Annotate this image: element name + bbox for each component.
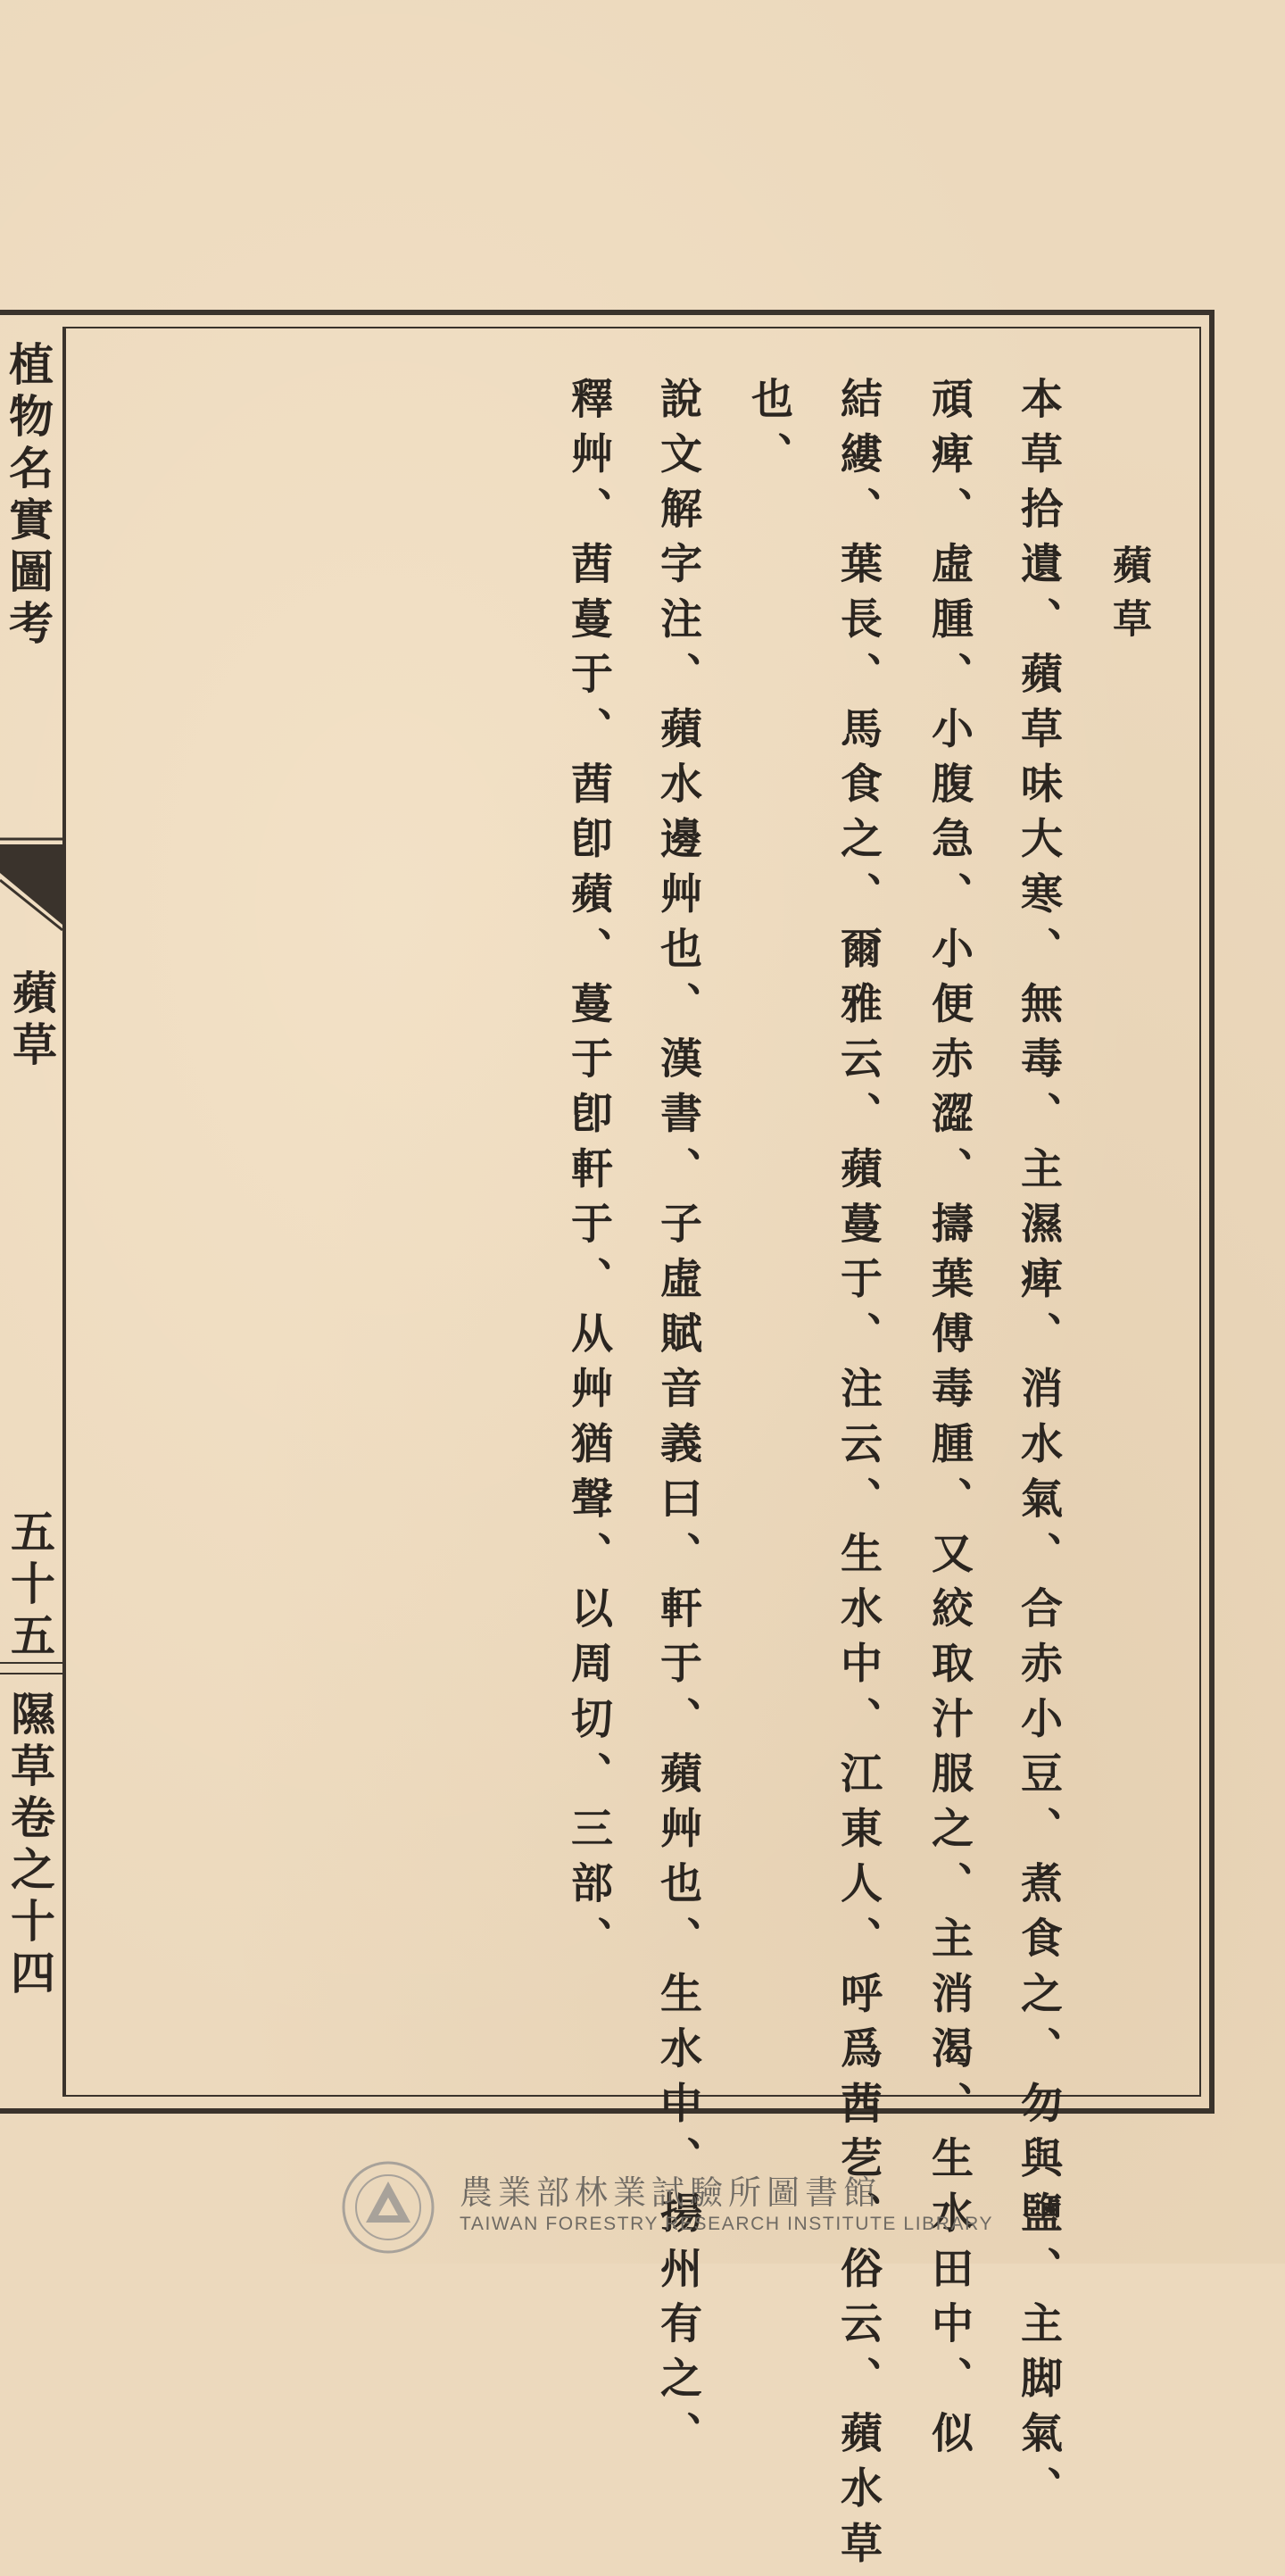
text-column-5: 說文解字注、蘋水邊艸也、漢書、子虛賦音義曰、軒于、蘋艸也、生水中、揚州有之、 [653, 377, 702, 2466]
fish-tail-mark [0, 835, 62, 934]
book-title: 植物名實圖考 [2, 341, 54, 652]
entry-name-margin: 蘋草 [5, 969, 58, 1073]
text-column-3: 結縷、葉長、馬食之、爾雅云、蘋蔓于、注云、生水中、江東人、呼爲莤䒗、俗云、蘋水草 [833, 377, 883, 2576]
text-column-6: 釋艸、莤蔓于、莤卽蘋、蔓于卽軒于、从艸猶聲、以周切、三部、 [564, 377, 613, 1972]
library-seal-logo [339, 2158, 437, 2256]
library-name-chinese: 農業部林業試驗所圖書館 [460, 2173, 882, 2212]
margin-separator [0, 1662, 62, 1674]
volume-label: 隰草卷之十四 [4, 1691, 56, 2001]
library-name-english: TAIWAN FORESTRY RESEARCH INSTITUTE LIBRARY [460, 2214, 994, 2234]
text-column-2: 頑痺、虛腫、小腹急、小便赤澀、擣葉傅毒腫、又絞取汁服之、主消渴、生水田中、似 [924, 377, 974, 2466]
entry-title: 蘋草 [1106, 544, 1151, 652]
text-column-1: 本草拾遺、蘋草味大寒、無毒、主濕痺、消水氣、合赤小豆、煮食之、勿與鹽、主脚氣、 [1014, 377, 1063, 2522]
text-column-4: 也、 [744, 377, 793, 487]
page-number: 五十五 [4, 1508, 56, 1664]
